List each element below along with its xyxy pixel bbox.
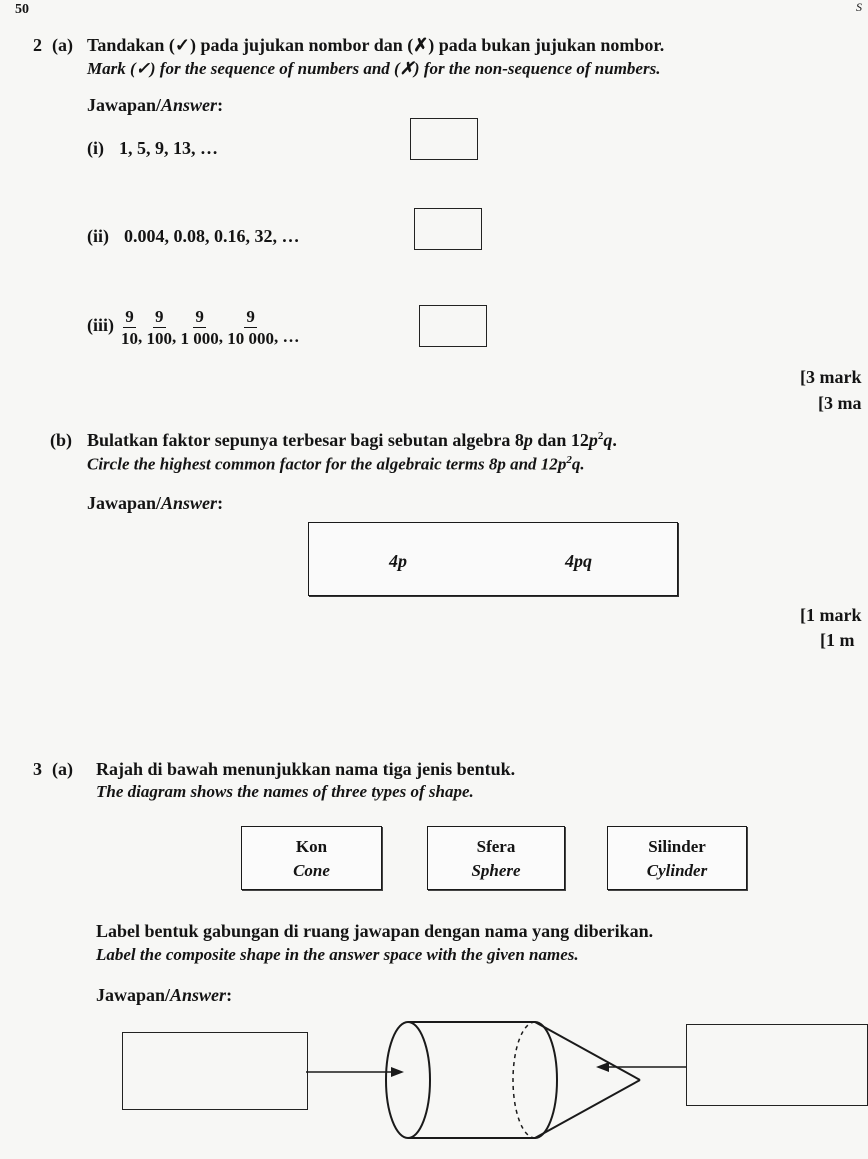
q2a-marks-2 — [818, 393, 862, 414]
q3a-text-en: The diagram shows the names of three types of shape. — [96, 782, 474, 801]
q2-number: 2 — [33, 35, 42, 55]
shape-cone-en: Cone — [293, 861, 330, 880]
shape-sphere-my: Sfera — [476, 837, 516, 856]
fraction-2 — [147, 308, 173, 347]
q2a-answer-label — [87, 95, 223, 116]
answer-colon: : — [217, 95, 224, 115]
arrow-head-left — [391, 1067, 404, 1077]
q2a-marks-1 — [800, 367, 862, 388]
q2a-instruction-my: Tandakan (✓) pada jujukan nombor dan (✗) pada bukan jujukan nombor. — [87, 35, 665, 55]
q2a-marks-2-text: [3 ma — [818, 393, 862, 413]
composite-shape-diagram — [0, 1010, 868, 1159]
fraction-4-den: 10 000 — [227, 329, 274, 348]
q2b-marks-1-text: [1 mark — [800, 605, 862, 625]
shape-cylinder-en: Cylinder — [646, 861, 708, 880]
q2b-marks-1 — [800, 605, 862, 626]
fraction-2-den: 100 — [146, 329, 172, 348]
q3a-answer-label — [96, 985, 232, 1006]
shape-card-sphere — [427, 826, 565, 890]
q2b-en-pre: Circle the highest common factor for the algebraic terms 8p and 12 — [87, 454, 558, 474]
q2b-answer-label — [87, 493, 223, 514]
cone-upper-edge — [535, 1022, 640, 1080]
q2a-item-i-label: (i) — [87, 138, 104, 158]
fraction-4 — [227, 308, 274, 347]
shape-card-cylinder — [607, 826, 747, 890]
q2a-item-i-text: 1, 5, 9, 13, … — [119, 138, 218, 158]
answer-box-ii[interactable] — [414, 208, 482, 250]
answer-label-en: Answer — [161, 493, 218, 513]
answer-box-iii[interactable] — [419, 305, 487, 347]
page-number: 50 — [15, 2, 29, 17]
hcf-options-box — [308, 522, 678, 596]
answer-label-en: Answer — [161, 95, 218, 115]
q2a-item-iii-label: (iii) — [87, 315, 114, 335]
q3a-label-instruction-my: Label bentuk gabungan di ruang jawapan dengan nama yang diberikan. — [96, 921, 654, 941]
answer-label-en: Answer — [170, 985, 227, 1005]
q2b-instruction-en: Circle the highest common factor for the algebraic terms 8p and $12p^2q$. — [87, 454, 585, 474]
q2b-label: (b) — [50, 430, 72, 450]
fraction-2-num: 9 — [155, 307, 164, 326]
hcf-option-4pq[interactable]: 4pq — [565, 551, 592, 571]
q2b-marks-2-text: [1 m — [820, 630, 855, 650]
q2b-marks-2 — [820, 630, 855, 651]
q2b-my-pre: Bulatkan faktor sepunya terbesar bagi sebutan algebra 8 — [87, 430, 524, 450]
q2a-item-ii-text: 0.004, 0.08, 0.16, 32, … — [124, 226, 300, 246]
shape-sphere-en: Sphere — [471, 861, 521, 880]
q2a-item-ii-label: (ii) — [87, 226, 109, 246]
answer-colon: : — [226, 985, 233, 1005]
cylinder-right-face-front — [535, 1022, 557, 1138]
q2a-instruction-en: Mark (✓) for the sequence of numbers and (✗) for the non-sequence of numbers. — [87, 59, 661, 78]
fraction-tail: , … — [274, 327, 300, 346]
fraction-3-num: 9 — [195, 307, 204, 326]
cylinder-right-face-hidden — [513, 1022, 535, 1138]
fraction-1-den: 10 — [121, 329, 138, 348]
answer-box-i[interactable] — [410, 118, 478, 160]
q3-number: 3 — [33, 759, 42, 779]
fraction-1 — [121, 308, 138, 347]
q3a-label: (a) — [52, 759, 73, 779]
answer-label-my: Jawapan/ — [87, 493, 162, 513]
answer-label-my: Jawapan/ — [87, 95, 162, 115]
q2a-label: (a) — [52, 35, 73, 55]
fraction-3 — [181, 308, 219, 347]
cylinder-left-face — [386, 1022, 430, 1138]
fraction-3-den: 1 000 — [180, 329, 219, 348]
fraction-4-num: 9 — [246, 307, 255, 326]
arrow-head-right — [596, 1062, 609, 1072]
q2a-marks-1-text: [3 mark — [800, 367, 862, 387]
shape-card-cone — [241, 826, 382, 890]
q2b-instruction-my: Bulatkan faktor sepunya terbesar bagi sebutan algebra 8p dan $12p^2q$. — [87, 430, 617, 450]
q3a-label-instruction-en: Label the composite shape in the answer space with the given names. — [96, 945, 579, 964]
q2b-my-p: p — [523, 430, 533, 450]
q2a-item-iii-fractions: $\frac{9}{10}$ , $\frac{9}{100}$ , $\frac{9}{1 000}$ , $\frac{9}{10 000}$ , … — [121, 307, 300, 348]
fraction-1-num: 9 — [125, 307, 134, 326]
answer-colon: : — [217, 493, 224, 513]
shape-cone-my: Kon — [295, 837, 328, 856]
shape-cylinder-my: Silinder — [648, 837, 706, 856]
answer-label-my: Jawapan/ — [96, 985, 171, 1005]
cone-lower-edge — [535, 1080, 640, 1138]
hcf-option-4p[interactable]: 4p — [389, 551, 407, 571]
q2b-my-mid: dan 12 — [532, 430, 589, 450]
corner-text: S — [856, 0, 862, 14]
q3a-text-my: Rajah di bawah menunjukkan nama tiga jenis bentuk. — [96, 759, 516, 779]
